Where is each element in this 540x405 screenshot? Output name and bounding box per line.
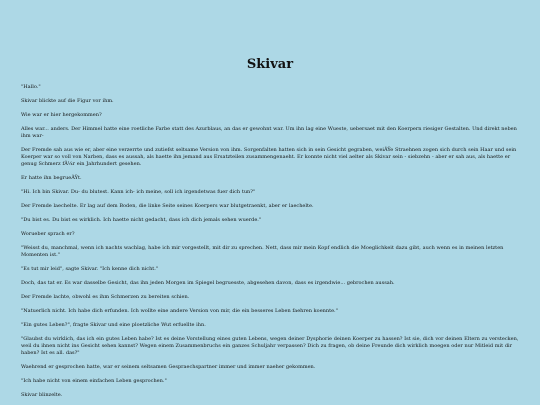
paragraph: Alles war... anders. Der Himmel hatte eine roetliche Farbe statt des Azurblaus, an das er gewohnt war. Um ihn lag eine Wueste, uebersaet mit den Koerpern riesiger Gestalten. Und direkt neben ihm war- [21, 126, 517, 139]
paragraph: "Ein gutes Leben?", fragte Skivar und eine ploetzliche Wut erfuellte ihn. [21, 322, 206, 328]
paragraph: Skivar blinzelte. [21, 392, 63, 398]
paragraph: "Hallo." [21, 84, 41, 90]
paragraph: Der Fremde laechelte. Er lag auf dem Boden, die linke Seite seines Koerpers war blutgetraenkt, aber er laechelte. [21, 203, 314, 209]
page-title: Skivar [246, 57, 294, 72]
paragraph: Doch, das tat er. Es war dasselbe Gesicht, das ihn jeden Morgen im Spiegel begruesste, abgesehen davon, dass es irgendwie... gebrochen aussah. [21, 280, 395, 286]
paragraph: "Hi. Ich bin Skivar. Du- du blutest. Kann ich- ich meine, soll ich irgendetwas fuer dich tun?" [21, 189, 256, 195]
paragraph: Der Fremde lachte, obwohl es ihm Schmerzen zu bereiten schien. [21, 294, 190, 300]
paragraph: "Es tut mir leid", sagte Skivar. "Ich kenne dich nicht." [21, 266, 159, 272]
paragraph: Worueber sprach er? [21, 231, 75, 237]
paragraph: Wie war er hier hergekommen? [21, 112, 102, 118]
paragraph: "Natuerlich nicht. Ich habe dich erfunden. Ich wollte eine andere Version von mir, die ein besseres Leben faehren koennte." [21, 308, 338, 314]
paragraph: Er hatte ihn begrueÃŸt. [21, 175, 82, 181]
paragraph: Skivar blickte auf die Figur vor ihm. [21, 98, 114, 104]
paragraph: Waehrend er gesprochen hatte, war er seinem seltsamen Gespraechspartner immer und immer naeher gekommen. [21, 364, 316, 370]
paragraph: "Ich habe nicht von einem einfachen Leben gesprochen." [21, 378, 167, 384]
paragraph: Der Fremde sah aus wie er, aber eine verzerrte und zutiefst seltsame Version von ihm. Sorgenfalten hatten sich in sein Gesicht gegraben, weiÃŸe Straehnen zogen sich durch sein Haar und sein Koerper war so voll von Narben, dass es aussah, als haette ihn jemand aus Ersatzteilen zusammengenaeht. Er konnte nicht viel aelter als Skivar sein - siebzehn - aber er sah aus, als haette er genug Schmerz fÃ¼r ein Jahrhundert gesehen. [21, 147, 517, 167]
paragraph: "Glaubst du wirklich, das ich ein gutes Leben habe? Ist es deine Vorstellung eines guten Lebens, wegen deiner Dysphorie deinen Koerper zu hassen? Ist sie, dich vor deinen Eltern zu verstecken, weil du ihnen nicht ins Gesicht sehen kannst? Wegen einem Zusammenbruchs ein ganzes Schuljahr verpassen? Dich zu fragen, ob deine Freunde dich wirklich moegen oder nur Mitleid mit dir haben? Ist es all. das?" [21, 336, 519, 356]
paragraph: "Du bist es. Du bist es wirklich. Ich haette nicht gedacht, dass ich dich jemals sehen wuerde." [21, 217, 262, 223]
paragraph: "Weisst du, manchmal, wenn ich nachts wachlag, habe ich mir vorgestellt, mit dir zu sprechen. Nett, dass mir mein Kopf endlich die Moeglichkeit dazu gibt, auch wenn es in meinen letzten Momenten ist." [21, 245, 504, 258]
